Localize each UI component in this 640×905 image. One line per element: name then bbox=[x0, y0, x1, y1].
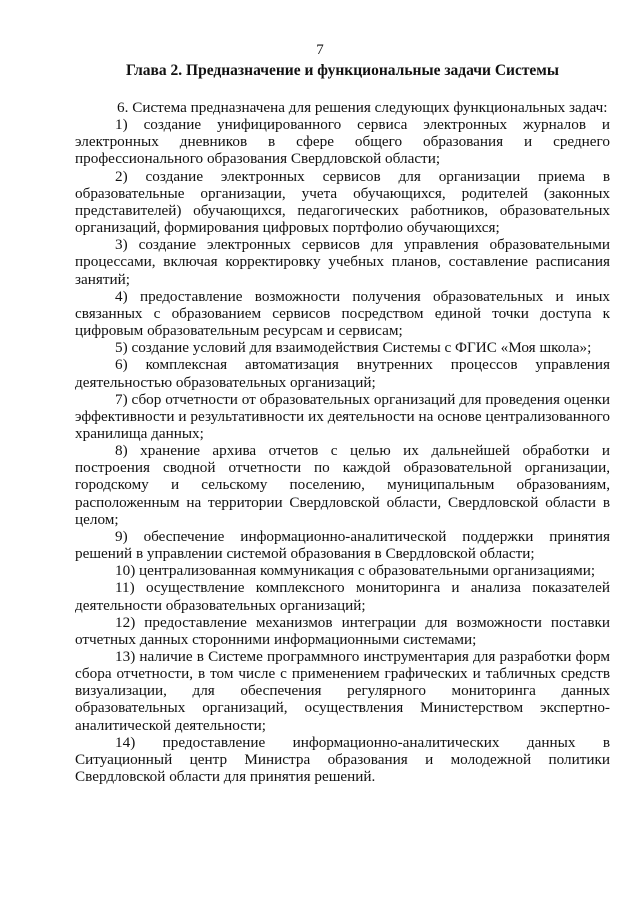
list-item bbox=[75, 528, 610, 562]
item-number: 2) bbox=[115, 167, 128, 185]
item-number: 5) bbox=[115, 339, 128, 357]
item-number: 4) bbox=[115, 287, 128, 305]
item-text: создание унифицированного сервиса электронных журналов и электронных дневников в сфере общего образования и среднего профессионального образования Свердловской области; bbox=[75, 116, 611, 168]
list-item bbox=[75, 288, 610, 339]
item-number: 12) bbox=[115, 613, 136, 631]
item-text: хранение архива отчетов с целью их дальнейшей обработки и построения сводной отчетности по каждой образовательной организации, городскому и сельскому поселению, муниципальным образованиям, расположенным на территории Свердловской области, Свердловской области в целом; bbox=[75, 442, 611, 528]
document-body bbox=[75, 99, 610, 785]
item-number: 6) bbox=[115, 356, 128, 374]
item-number: 9) bbox=[115, 527, 128, 545]
item-number: 11) bbox=[115, 579, 135, 597]
item-text: осуществление комплексного мониторинга и анализа показателей деятельности образовательных организаций; bbox=[75, 579, 611, 614]
item-text: комплексная автоматизация внутренних процессов управления деятельностью образовательных организаций; bbox=[75, 356, 611, 391]
list-item bbox=[75, 168, 610, 237]
list-item bbox=[75, 116, 610, 167]
list-item bbox=[75, 442, 610, 528]
item-number: 10) bbox=[115, 562, 136, 580]
item-text: создание электронных сервисов для организации приема в образовательные организации, учета обучающихся, родителей (законных представителей) обучающихся, педагогических работников, образовательных организаций, формирования цифровых портфолио обучающихся; bbox=[75, 167, 610, 237]
list-item bbox=[75, 391, 610, 442]
intro-paragraph: 6. Система предназначена для решения следующих функциональных задач: bbox=[117, 99, 608, 116]
item-text: создание электронных сервисов для управления образовательными процессами, включая корректировку учебных планов, составление расписания занятий; bbox=[75, 236, 610, 288]
item-number: 7) bbox=[115, 390, 128, 408]
item-number: 3) bbox=[115, 236, 128, 254]
list-item bbox=[75, 579, 610, 613]
item-text: создание условий для взаимодействия Системы с ФГИС «Моя школа»; bbox=[131, 339, 592, 357]
list-item bbox=[75, 734, 610, 785]
list-item bbox=[75, 648, 610, 734]
item-text: обеспечение информационно-аналитической поддержки принятия решений в управлении системой образования в Свердловской области; bbox=[75, 527, 611, 563]
item-number: 14) bbox=[115, 733, 136, 751]
item-text: централизованная коммуникация с образовательными организациями; bbox=[139, 562, 596, 580]
item-text: наличие в Системе программного инструментария для разработки форм сбора отчетности, в том числе с применением графических и табличных средств визуализации, для обеспечения регулярного мониторинга данных образовательных организаций, осуществления Министерством экспертно-аналитической деятельности; bbox=[75, 648, 610, 734]
list-item bbox=[75, 356, 610, 390]
item-text: сбор отчетности от образовательных организаций для проведения оценки эффективности и результативности их деятельности на основе централизованного хранилища данных; bbox=[75, 390, 610, 442]
item-text: предоставление механизмов интеграции для возможности поставки отчетных данных сторонними информационными системами; bbox=[75, 613, 611, 648]
page-number: 7 bbox=[316, 42, 324, 58]
item-number: 1) bbox=[115, 116, 128, 134]
item-number: 8) bbox=[115, 442, 128, 460]
item-number: 13) bbox=[115, 648, 136, 665]
item-text: предоставление возможности получения образовательных и иных связанных с образованием сервисов посредством единой точки доступа к цифровым образовательным ресурсам и сервисам; bbox=[75, 287, 610, 340]
list-item bbox=[75, 339, 610, 356]
chapter-title: Глава 2. Предназначение и функциональные задачи Системы bbox=[126, 62, 559, 79]
list-item bbox=[75, 614, 610, 648]
list-item bbox=[75, 236, 610, 287]
list-item bbox=[75, 562, 610, 579]
item-text: предоставление информационно-аналитических данных в Ситуационный центр Министра образования и молодежной политики Свердловской области для принятия решений. bbox=[75, 733, 610, 786]
